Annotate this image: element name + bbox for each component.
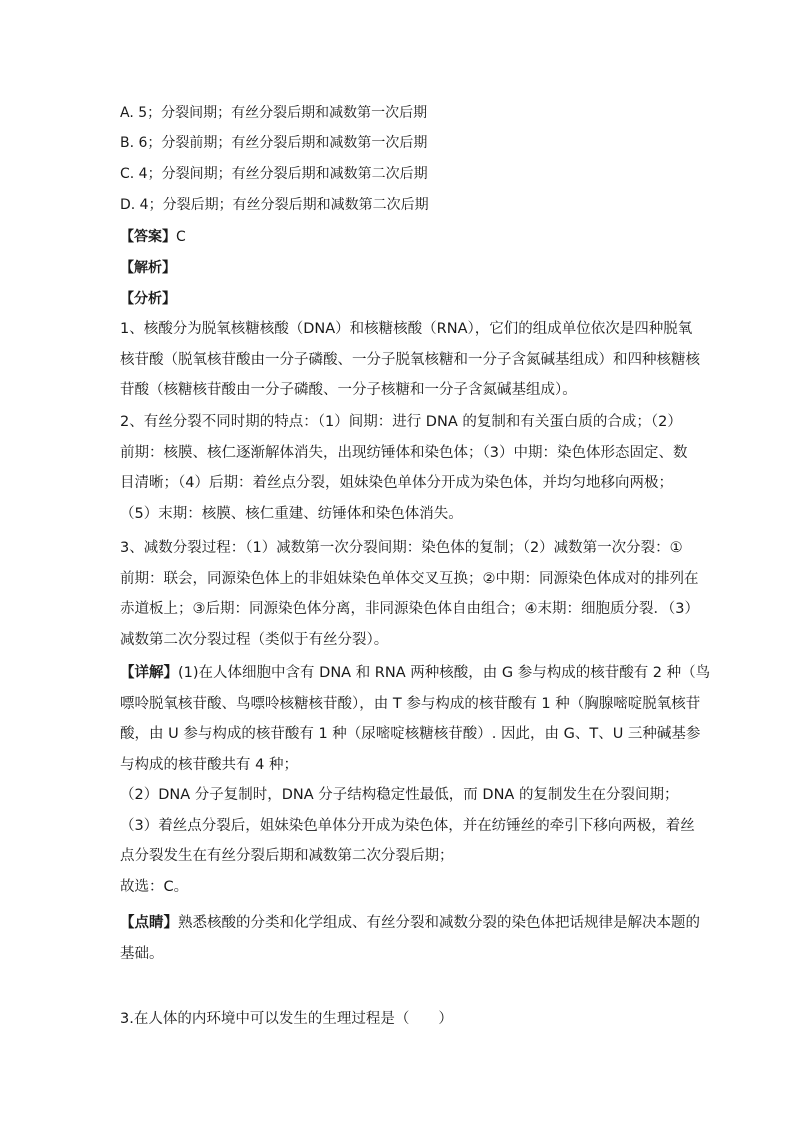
comment-text: 熟悉核酸的分类和化学组成、有丝分裂和减数分裂的染色体把话规律是解决本题的 — [178, 915, 700, 931]
text-line — [120, 658, 711, 689]
analysis-paragraph-3 — [120, 533, 699, 655]
text-line: 减数第二次分裂过程（类似于有丝分裂）。 — [120, 631, 389, 648]
text-line: 1、核酸分为脱氧核糖核酸（DNA）和核糖核酸（RNA），它们的组成单位依次是四种脱氧 — [120, 321, 693, 337]
detail-section — [120, 658, 711, 902]
text-line: 前期：核膜、核仁逐渐解体消失，出现纺锤体和染色体；（3）中期：染色体形态固定、数 — [120, 444, 688, 461]
text-line: （2）DNA 分子复制时，DNA 分子结构稳定性最低，而 DNA 的复制发生在分裂间期； — [120, 787, 679, 803]
text-line: 基础。 — [120, 945, 164, 962]
text-line: 2、有丝分裂不同时期的特点：（1）间期：进行 DNA 的复制和有关蛋白质的合成；（2） — [120, 414, 682, 430]
comment-tag: 【点睛】 — [120, 915, 178, 931]
text-line: （3）着丝点分裂后，姐妹染色单体分开成为染色体，并在纺锤丝的牵引下移向两极，着丝 — [120, 817, 695, 834]
option-c: C. 4；分裂间期；有丝分裂后期和减数第二次后期 — [120, 166, 428, 182]
detail-text: (1)在人体细胞中含有 DNA 和 RNA 两种核酸，由 G 参与构成的核苷酸有 2 种（鸟 — [178, 665, 711, 681]
fenxi-tag: 【分析】 — [120, 291, 176, 307]
answer-tag: 【答案】 — [120, 229, 176, 245]
text-line: 苷酸（核糖核苷酸由一分子磷酸、一分子核糖和一分子含氮碱基组成）。 — [120, 382, 577, 398]
text-line: 故选：C。 — [120, 878, 189, 895]
text-line — [120, 908, 700, 939]
text-line: 嘌呤脱氧核苷酸、鸟嘌呤核糖核苷酸），由 T 参与构成的核苷酸有 1 种（胸腺嘧啶脱氧核苷 — [120, 695, 701, 712]
text-line: 与构成的核苷酸共有 4 种； — [120, 756, 298, 773]
text-line: 3、减数分裂过程：（1）减数第一次分裂间期：染色体的复制；（2）减数第一次分裂：① — [120, 540, 683, 556]
answer-line — [120, 228, 186, 246]
next-question: 3.在人体的内环境中可以发生的生理过程是（ ） — [120, 1011, 453, 1027]
fenxi-heading — [120, 290, 176, 308]
detail-tag: 【详解】 — [120, 665, 178, 681]
comment-section — [120, 908, 700, 969]
option-a: A. 5；分裂间期；有丝分裂后期和减数第一次后期 — [120, 105, 428, 121]
text-line: （5）末期：核膜、核仁重建、纺锤体和染色体消失。 — [120, 505, 463, 522]
option-d: D. 4；分裂后期；有丝分裂后期和减数第二次后期 — [120, 197, 429, 213]
text-line: 目清晰；（4）后期：着丝点分裂，姐妹染色单体分开成为染色体，并均匀地移向两极； — [120, 475, 673, 491]
analysis-paragraph-1 — [120, 314, 700, 406]
option-b: B. 6；分裂前期；有丝分裂后期和减数第一次后期 — [120, 135, 428, 151]
text-line: 酸，由 U 参与构成的核苷酸有 1 种（尿嘧啶核糖核苷酸）. 因此，由 G、T、U 三种碱基参 — [120, 726, 701, 742]
text-line: 前期：联会，同源染色体上的非姐妹染色单体交叉互换；②中期：同源染色体成对的排列在 — [120, 570, 699, 587]
answer-value: C — [176, 229, 186, 245]
text-line: 赤道板上；③后期：同源染色体分离，非同源染色体自由组合；④末期：细胞质分裂．（3） — [120, 601, 699, 617]
jiexi-heading — [120, 259, 176, 277]
jiexi-tag: 【解析】 — [120, 260, 176, 276]
text-line: 核苷酸（脱氧核苷酸由一分子磷酸、一分子脱氧核糖和一分子含氮碱基组成）和四种核糖核 — [120, 351, 700, 368]
text-line: 点分裂发生在有丝分裂后期和减数第二次分裂后期； — [120, 848, 454, 864]
analysis-paragraph-2 — [120, 407, 688, 529]
